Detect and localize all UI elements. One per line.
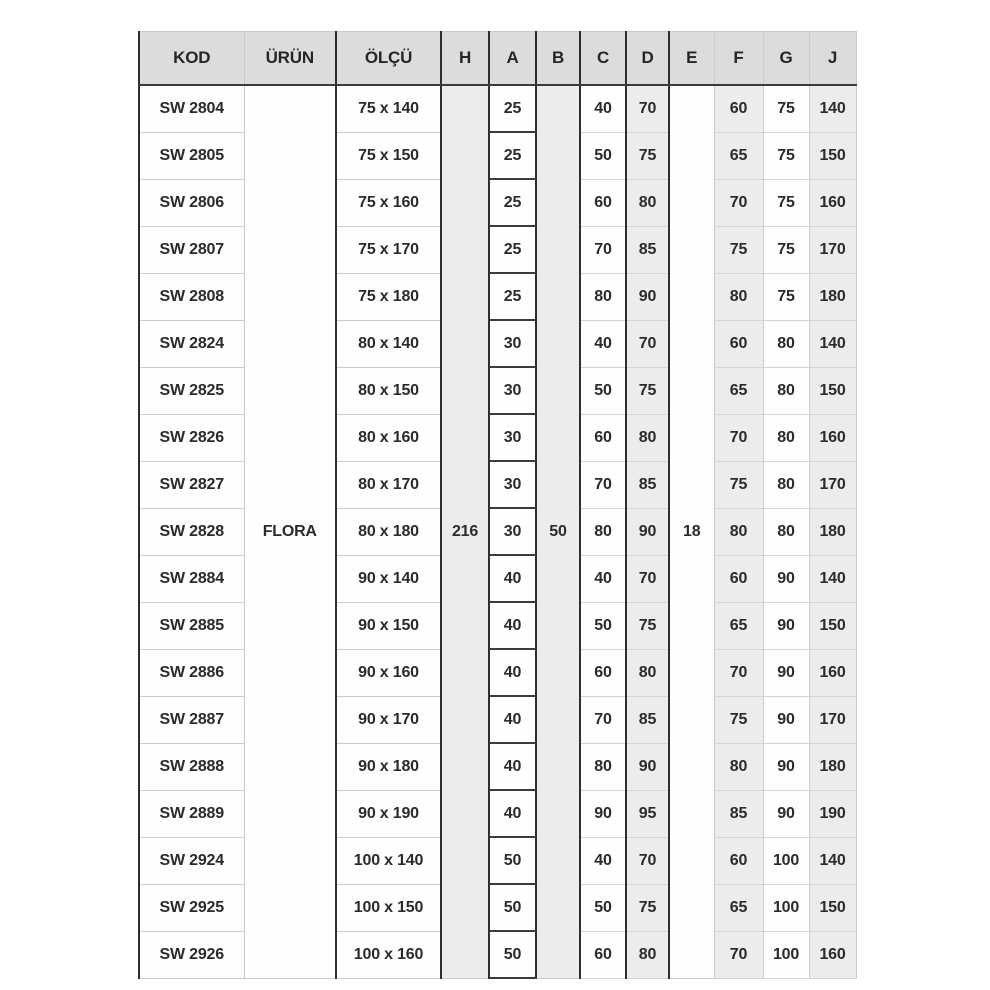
j-cell: 140 — [809, 320, 856, 367]
j-cell: 140 — [809, 837, 856, 884]
d-cell: 80 — [626, 649, 669, 696]
f-cell: 70 — [714, 414, 763, 461]
c-cell: 50 — [580, 367, 626, 414]
j-cell: 150 — [809, 132, 856, 179]
g-cell: 80 — [763, 320, 809, 367]
table-header — [139, 32, 856, 86]
d-cell: 85 — [626, 226, 669, 273]
a-cell: 40 — [489, 790, 536, 837]
a-cell: 30 — [489, 414, 536, 461]
a-cell: 30 — [489, 320, 536, 367]
j-cell: 140 — [809, 85, 856, 132]
d-cell: 70 — [626, 320, 669, 367]
f-cell: 70 — [714, 179, 763, 226]
c-cell: 70 — [580, 696, 626, 743]
olcu-cell: 100 x 150 — [336, 884, 441, 931]
olcu-cell: 75 x 160 — [336, 179, 441, 226]
g-cell: 90 — [763, 555, 809, 602]
olcu-cell: 90 x 160 — [336, 649, 441, 696]
c-cell: 70 — [580, 461, 626, 508]
f-cell: 65 — [714, 367, 763, 414]
j-cell: 150 — [809, 367, 856, 414]
spec-table-wrap — [138, 31, 857, 979]
g-cell: 90 — [763, 602, 809, 649]
g-cell: 80 — [763, 461, 809, 508]
j-cell: 180 — [809, 273, 856, 320]
olcu-cell: 90 x 170 — [336, 696, 441, 743]
kod-cell: SW 2828 — [139, 508, 244, 555]
j-cell: 160 — [809, 649, 856, 696]
f-cell: 85 — [714, 790, 763, 837]
g-cell: 100 — [763, 931, 809, 978]
d-cell: 75 — [626, 132, 669, 179]
col-header-kod: KOD — [139, 32, 244, 86]
kod-cell: SW 2804 — [139, 85, 244, 132]
f-cell: 80 — [714, 508, 763, 555]
c-cell: 60 — [580, 931, 626, 978]
kod-cell: SW 2806 — [139, 179, 244, 226]
c-cell: 40 — [580, 837, 626, 884]
kod-cell: SW 2925 — [139, 884, 244, 931]
g-cell: 90 — [763, 649, 809, 696]
col-header-f: F — [714, 32, 763, 86]
c-cell: 90 — [580, 790, 626, 837]
a-cell: 25 — [489, 179, 536, 226]
col-header-g: G — [763, 32, 809, 86]
c-cell: 60 — [580, 179, 626, 226]
olcu-cell: 90 x 140 — [336, 555, 441, 602]
j-cell: 160 — [809, 931, 856, 978]
j-cell: 150 — [809, 884, 856, 931]
g-cell: 75 — [763, 226, 809, 273]
g-cell: 80 — [763, 508, 809, 555]
c-cell: 80 — [580, 743, 626, 790]
olcu-cell: 75 x 140 — [336, 85, 441, 132]
a-cell: 50 — [489, 837, 536, 884]
kod-cell: SW 2824 — [139, 320, 244, 367]
col-header-j: J — [809, 32, 856, 86]
kod-cell: SW 2884 — [139, 555, 244, 602]
g-cell: 100 — [763, 837, 809, 884]
header-row — [139, 32, 856, 86]
olcu-cell: 80 x 150 — [336, 367, 441, 414]
c-cell: 70 — [580, 226, 626, 273]
kod-cell: SW 2887 — [139, 696, 244, 743]
col-header-urun: ÜRÜN — [244, 32, 336, 86]
j-cell: 170 — [809, 226, 856, 273]
a-cell: 40 — [489, 649, 536, 696]
a-cell: 50 — [489, 931, 536, 978]
olcu-cell: 80 x 170 — [336, 461, 441, 508]
col-header-c: C — [580, 32, 626, 86]
g-cell: 100 — [763, 884, 809, 931]
kod-cell: SW 2826 — [139, 414, 244, 461]
g-cell: 90 — [763, 790, 809, 837]
j-cell: 180 — [809, 743, 856, 790]
c-cell: 80 — [580, 508, 626, 555]
col-header-h: H — [441, 32, 489, 86]
d-cell: 70 — [626, 85, 669, 132]
f-cell: 70 — [714, 931, 763, 978]
c-cell: 60 — [580, 414, 626, 461]
d-cell: 80 — [626, 179, 669, 226]
d-cell: 75 — [626, 367, 669, 414]
f-cell: 75 — [714, 461, 763, 508]
f-cell: 80 — [714, 743, 763, 790]
j-cell: 180 — [809, 508, 856, 555]
j-cell: 160 — [809, 414, 856, 461]
h-merged-cell: 216 — [441, 85, 489, 978]
kod-cell: SW 2926 — [139, 931, 244, 978]
g-cell: 75 — [763, 132, 809, 179]
col-header-olcu: ÖLÇÜ — [336, 32, 441, 86]
d-cell: 80 — [626, 931, 669, 978]
d-cell: 75 — [626, 884, 669, 931]
f-cell: 75 — [714, 696, 763, 743]
d-cell: 90 — [626, 508, 669, 555]
g-cell: 90 — [763, 696, 809, 743]
kod-cell: SW 2805 — [139, 132, 244, 179]
j-cell: 190 — [809, 790, 856, 837]
f-cell: 65 — [714, 602, 763, 649]
olcu-cell: 80 x 180 — [336, 508, 441, 555]
urun-merged-cell: FLORA — [244, 85, 336, 978]
f-cell: 65 — [714, 132, 763, 179]
a-cell: 30 — [489, 461, 536, 508]
a-cell: 25 — [489, 85, 536, 132]
d-cell: 95 — [626, 790, 669, 837]
a-cell: 30 — [489, 508, 536, 555]
a-cell: 50 — [489, 884, 536, 931]
f-cell: 60 — [714, 320, 763, 367]
olcu-cell: 75 x 150 — [336, 132, 441, 179]
g-cell: 80 — [763, 414, 809, 461]
kod-cell: SW 2885 — [139, 602, 244, 649]
j-cell: 150 — [809, 602, 856, 649]
d-cell: 85 — [626, 461, 669, 508]
col-header-b: B — [536, 32, 580, 86]
c-cell: 40 — [580, 555, 626, 602]
kod-cell: SW 2886 — [139, 649, 244, 696]
f-cell: 60 — [714, 85, 763, 132]
j-cell: 160 — [809, 179, 856, 226]
olcu-cell: 100 x 140 — [336, 837, 441, 884]
table-row — [139, 85, 856, 132]
a-cell: 25 — [489, 132, 536, 179]
f-cell: 60 — [714, 837, 763, 884]
c-cell: 50 — [580, 884, 626, 931]
c-cell: 40 — [580, 320, 626, 367]
a-cell: 40 — [489, 696, 536, 743]
kod-cell: SW 2827 — [139, 461, 244, 508]
spec-table — [138, 31, 857, 979]
kod-cell: SW 2808 — [139, 273, 244, 320]
a-cell: 40 — [489, 555, 536, 602]
g-cell: 80 — [763, 367, 809, 414]
kod-cell: SW 2807 — [139, 226, 244, 273]
olcu-cell: 75 x 170 — [336, 226, 441, 273]
d-cell: 70 — [626, 555, 669, 602]
olcu-cell: 75 x 180 — [336, 273, 441, 320]
b-merged-cell: 50 — [536, 85, 580, 978]
d-cell: 90 — [626, 273, 669, 320]
col-header-d: D — [626, 32, 669, 86]
a-cell: 40 — [489, 602, 536, 649]
kod-cell: SW 2825 — [139, 367, 244, 414]
a-cell: 25 — [489, 273, 536, 320]
a-cell: 25 — [489, 226, 536, 273]
olcu-cell: 100 x 160 — [336, 931, 441, 978]
c-cell: 80 — [580, 273, 626, 320]
f-cell: 70 — [714, 649, 763, 696]
olcu-cell: 90 x 150 — [336, 602, 441, 649]
j-cell: 170 — [809, 461, 856, 508]
d-cell: 75 — [626, 602, 669, 649]
g-cell: 75 — [763, 85, 809, 132]
c-cell: 50 — [580, 602, 626, 649]
d-cell: 70 — [626, 837, 669, 884]
f-cell: 75 — [714, 226, 763, 273]
e-merged-cell: 18 — [669, 85, 714, 978]
g-cell: 75 — [763, 273, 809, 320]
a-cell: 30 — [489, 367, 536, 414]
a-cell: 40 — [489, 743, 536, 790]
c-cell: 50 — [580, 132, 626, 179]
f-cell: 80 — [714, 273, 763, 320]
col-header-a: A — [489, 32, 536, 86]
olcu-cell: 80 x 140 — [336, 320, 441, 367]
d-cell: 80 — [626, 414, 669, 461]
table-body — [139, 85, 856, 978]
f-cell: 60 — [714, 555, 763, 602]
olcu-cell: 80 x 160 — [336, 414, 441, 461]
c-cell: 40 — [580, 85, 626, 132]
d-cell: 85 — [626, 696, 669, 743]
kod-cell: SW 2888 — [139, 743, 244, 790]
kod-cell: SW 2889 — [139, 790, 244, 837]
olcu-cell: 90 x 190 — [336, 790, 441, 837]
d-cell: 90 — [626, 743, 669, 790]
j-cell: 140 — [809, 555, 856, 602]
f-cell: 65 — [714, 884, 763, 931]
kod-cell: SW 2924 — [139, 837, 244, 884]
g-cell: 90 — [763, 743, 809, 790]
j-cell: 170 — [809, 696, 856, 743]
g-cell: 75 — [763, 179, 809, 226]
c-cell: 60 — [580, 649, 626, 696]
col-header-e: E — [669, 32, 714, 86]
olcu-cell: 90 x 180 — [336, 743, 441, 790]
